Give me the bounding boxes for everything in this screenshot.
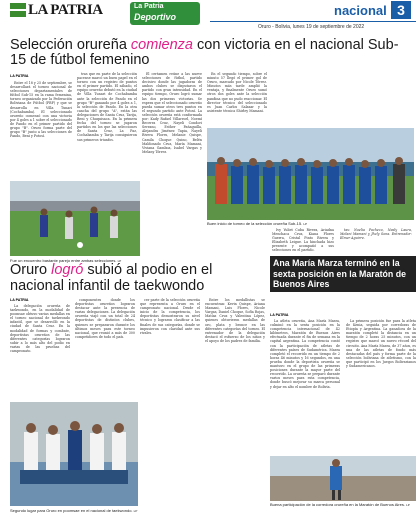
article3-photo-credit: LP xyxy=(133,509,138,513)
article2-col2-text: La primera posición fue para la atleta de Kenia, seguida por corredoras de Etiopía y Argentina. La ganadora de la maratón completó la distancia en un tiempo de 2 horas 25 minutos, con un registro que marcó un nuevo récord del circuito. Ana María Marza, de 37 años, es una de las atletas de fondo más destacadas del país y forma parte de la selección boliviana de atletismo, con la que participó en los Juegos Bolivarianos y Sudamericanos. xyxy=(346,319,416,369)
article1-col2-text: tras que en parte de la selección pacense marcó un buen papel en el torneo con un registro de puntos en el primer partido. El sábado, el equipo orureño debutó en la ciudad de Villa Tunari de Cochabamba ante la selección de Pando en el grupo "B" ganando por 4 goles a 1, la selección de Pando. En la otra cancha del grupo "A", están las delegaciones de Santa Cruz, Tarija, Beni y Chuquisaca. En la primera fecha del torneo se jugaron partidos en los que las selecciones de Santa Cruz, La Paz, Cochabamba y Tarija consiguieron sus primeros triunfos. xyxy=(77,72,137,142)
article1-col1 xyxy=(10,81,72,179)
article3-col2-text: componentes donde los deportistas orureños lograron destacar ante la presencia de varias delegaciones. La delegación orureña viajó con un total de 24 deportistas de distintos clubes, quienes se prepararon durante los últimos meses para este torneo nacional, que reunió a más de 300 competidores de todo el país. xyxy=(75,298,135,339)
brand-bar xyxy=(10,11,26,17)
dateline: Oruro - Bolivia, lunes 19 de septiembre de 2022 xyxy=(258,24,365,30)
article2-col1 xyxy=(270,319,340,454)
article1-title-part1: Selección orureña xyxy=(10,37,131,53)
photo1-credit: LP xyxy=(117,259,122,263)
article1-col4 xyxy=(207,72,267,127)
section-label: nacional xyxy=(334,3,387,18)
article1-photo-football-action xyxy=(10,181,140,256)
photo1-caption-text: Fue un encuentro bastante parejo entre ambas selecciones. xyxy=(10,258,117,263)
article3-title-part2: subió al podio en el nacional infantil de taekwondo xyxy=(10,262,213,294)
article1-col4-text: En el segundo tiempo, sobre el minuto 57 llegó el primer gol de Oruro, marcado por Nicole Tórrez. Minutos más tarde amplió la ventaja, y finalmente Oruro sumó otros dos goles ante la selección pandina que no pudo reaccionar. El director técnico del seleccionado es Juan Carlos Salazar y la asistente técnica Shirley Mamani. xyxy=(207,72,267,113)
article1-photo-team-lineup xyxy=(207,128,414,220)
paper-logo: LA PATRIA xyxy=(28,2,103,18)
page-number: 3 xyxy=(391,1,411,19)
article1-title-part2: con victoria en el nacional Sub-15 de fútbol femenino xyxy=(10,37,399,68)
taekwondo-photo-art xyxy=(10,402,138,506)
football-photo-art xyxy=(10,181,140,256)
supplement-bottom: Deportivo xyxy=(134,12,177,22)
photo2-caption-text: Buen inicio de torneo de la selección orureña Sub-15. xyxy=(207,221,303,226)
article1-col1-text: Entre el 18 y 25 de septiembre, se desarrollará el torneo nacional de selecciones departamentales de fútbol Sub-15 en la rama femenina, torneo organizado por la Federación Boliviana de Fútbol (FBF) y que se desarrolla en Villa Tunari (Cochabamba). El seleccionado orureño comenzó con una victoria por 4 goles a 1 sobre el seleccionado de Pando en el primer partido del grupo "B". Oruro forma parte del grupo "B" junto a las selecciones de Pando, Beni y Potosí. xyxy=(10,81,72,139)
article3-col1 xyxy=(10,304,70,399)
article3-title xyxy=(10,262,265,294)
team-photo-art xyxy=(207,128,414,220)
article3-col1-text: La delegación orureña de taekwondo, en la modalidad de poomsae obtuvo varias medallas en el torneo nacional de taekwondo infantil, que se desarrolló en la ciudad de Santa Cruz. En la modalidad de formas y combate, deportistas orureños de las diferentes categorías lograron subir a lo más alto del podio en varias de las pruebas del campeonato. xyxy=(10,304,70,354)
masthead xyxy=(0,0,420,38)
article3-photo-caption-text: Segundo lugar para Oruro en poomsae en el nacional de taekwondo. xyxy=(10,508,133,513)
article1-col6-text: tas: Noelia Pacheco, Nasly Laura, Melani Mamani y Jhely Sona. Entrenador: Elmer Aguirre. xyxy=(340,228,412,241)
supplement-badge xyxy=(130,2,200,25)
article2-source: LA PATRIA xyxy=(270,313,289,317)
article2-photo-caption-text: Buena participación de la corredora orureña en la Maratón de Buenos Aires. xyxy=(270,502,405,507)
article3-col3-text: cer parte de la selección orureña que representa a Oruro en el campeonato nacional. Desde el inicio de la competencia, los deportistas demostraron su nivel técnico y lograron clasificar a las finales de sus categorías, donde se impusieron con claridad ante sus rivales. xyxy=(140,298,200,335)
article3-title-part1: Oruro xyxy=(10,262,52,278)
article3-col2 xyxy=(75,298,135,399)
article2-col2 xyxy=(346,319,416,454)
article3-col4-text: Entre los medallistas se encuentran: Kevin Quispe, Ariana Mamani, Luis Flores, Nicole Vargas, Daniel Choque, Sofía Rojas, Matías Cruz y Valentina López, quienes obtuvieron medallas de oro, plata y bronce en las diferentes categorías del torneo. El entrenador de la delegación destacó el esfuerzo de los niños y el apoyo de los padres de familia. xyxy=(205,298,265,343)
article1-col3-text: El certamen reúne a las nueve selecciones de fútbol, partido decisivo donde las jugadoras de ambos clubes se disputaron el partido con gran intensidad. En el equipo tiempo, Oruro logró sumar las dos primeras victorias. Se espera que el seleccionado orureño pueda sumar otros tres puntos en el segundo partido ante Potosí. La selección orureña está conformada por: Kady Rafael Villarroel, Noemí Becerra Cruz, Nayeli Condori Serrano, Esther Pañaguilla, Alejandra Jiménez Tapia, Nayeli Rivera Flores, Melanie Quispe, Camila Choque Quino, Belén Maldonado Cruz, María Mamani, Viviana Gamboa, Isabel Vargas y Melany Tórrez. xyxy=(142,72,202,154)
article3-title-highlight: logró xyxy=(51,262,84,278)
article3-source: LA PATRIA xyxy=(10,298,29,302)
article2-photo-caption xyxy=(270,502,416,508)
article1-col5-text: Ivy Yuliet Cuba Rivera, Ariadna Menchaca Cruz, Kiana Flores Guerra, Cristal Pinto Rivera y Elizabeth Leigue. La hinchada hizo presente y acompañó a sus selecciones en el partido. xyxy=(272,228,334,253)
runner-photo-art xyxy=(270,456,416,501)
article1-title xyxy=(10,38,412,68)
article3-photo-caption xyxy=(10,508,138,514)
article3-col3 xyxy=(140,298,200,518)
article1-col3 xyxy=(142,72,202,262)
article1-title-highlight: comienza xyxy=(130,37,193,53)
supplement-top: La Patria xyxy=(134,3,164,10)
article2-photo-runner xyxy=(270,456,416,501)
article2-box xyxy=(270,256,416,518)
brand-bar xyxy=(10,3,26,9)
article1-photo2-caption xyxy=(207,221,414,226)
masthead-rule xyxy=(210,21,416,22)
article2-photo-credit: LP xyxy=(406,503,410,507)
article3-photo-taekwondo-podium xyxy=(10,402,138,506)
article1-col6 xyxy=(340,228,412,254)
article1-source: LA PATRIA xyxy=(10,74,29,78)
article2-title: Ana María Marza terminó en la sexta posición en la Maratón de Buenos Aires xyxy=(270,256,416,292)
photo2-credit: LP xyxy=(303,222,307,226)
article3-col4 xyxy=(205,298,265,518)
article1-col2 xyxy=(77,72,137,179)
article2-col1-text: La atleta orureña, Ana María Marza, culminó en la sexta posición en la competencia internacional de 42 kilómetros, Maratón de Buenos Aires efectuada durante el fin de semana en la capital argentina. La competencia contó con la participación de atletas de diferentes países de Sudamérica. Marza completó el recorrido en un tiempo de 2 horas 46 minutos y 16 segundos, en una prueba donde la deportista orureña se mantuvo en el grupo de las primeras posiciones durante la mayor parte del recorrido. La orureña se preparó durante varios meses para esta competencia, donde buscó mejorar su marca personal y dejar en alto el nombre de Bolivia. xyxy=(270,319,340,389)
